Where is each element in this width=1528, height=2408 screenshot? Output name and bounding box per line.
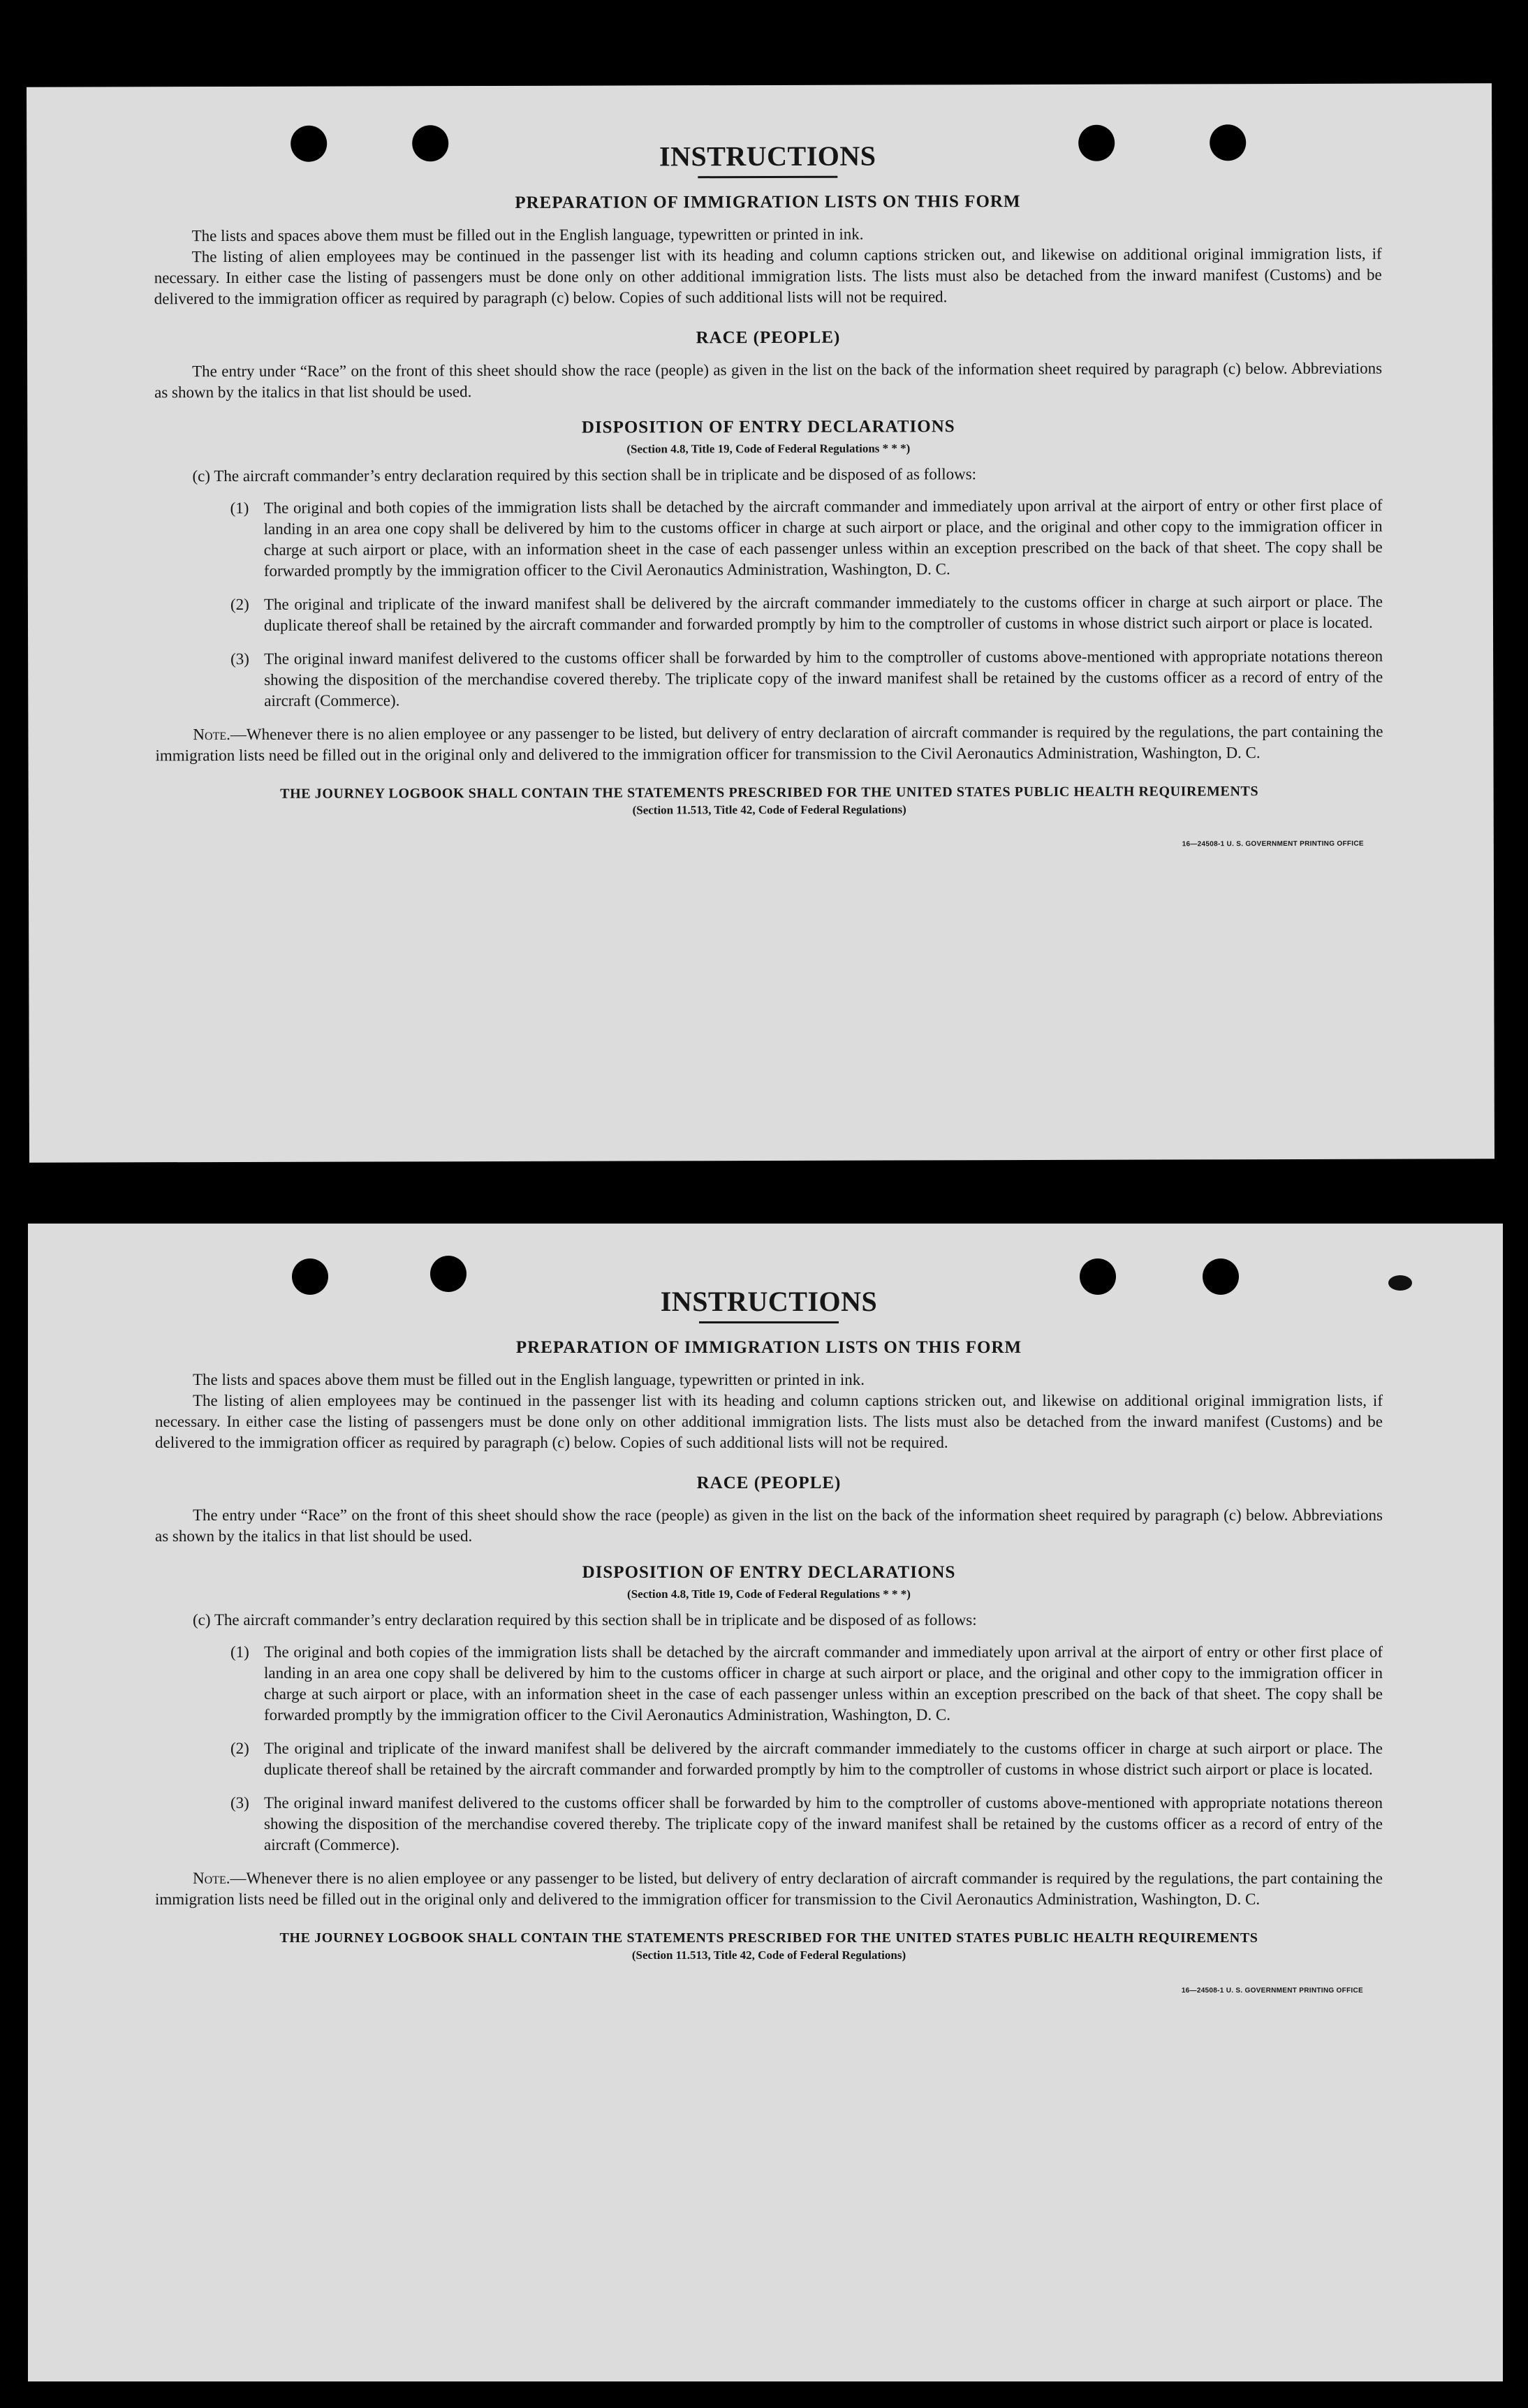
list-item bbox=[230, 1642, 1383, 1726]
printer-imprint: 16—24508-1 U. S. GOVERNMENT PRINTING OFFICE bbox=[1182, 839, 1364, 849]
form-sheet-top bbox=[27, 83, 1494, 1162]
item-text: The original inward manifest delivered to the customs officer shall be forwarded by him to the comptroller of customs above-mentioned with appropriate notations thereon showing the disposition of the merchandise covered thereby. The triplicate copy of the inward manifest shall be retained by the customs officer as a record of entry of the aircraft (Commerce). bbox=[264, 647, 1383, 710]
instructions-title: INSTRUCTIONS bbox=[659, 140, 876, 172]
note-label: Note. bbox=[193, 1870, 230, 1887]
list-item bbox=[230, 646, 1383, 712]
item-text: The original and triplicate of the inward manifest shall be delivered by the aircraft commander immediately to the customs officer in charge at such airport or place. The duplicate thereof shall be retained by the aircraft commander and forwarded promptly by him to the comptroller of customs in whose district such airport or place is located. bbox=[263, 592, 1383, 634]
paragraph-c-text: The aircraft commander’s entry declaration required by this section shall be in triplicate and be disposed of as follows: bbox=[214, 465, 977, 485]
item-number: (2) bbox=[230, 595, 249, 613]
printer-imprint: 16—24508-1 U. S. GOVERNMENT PRINTING OFFICE bbox=[1181, 1987, 1363, 1995]
note-paragraph bbox=[155, 1868, 1383, 1910]
race-paragraph: The entry under “Race” on the front of this sheet should show the race (people) as given in the list on the back of the information sheet required by paragraph (c) below. Abbreviations as shown by the italics in that list should be used. bbox=[155, 1506, 1383, 1545]
note-text: —Whenever there is no alien employee or any passenger to be listed, but delivery of entry declaration of aircraft commander is required by the regulations, the part containing the immigration lists need be filled out in the original only and delivered to the immigration officer for transmission to the Civil Aeronautics Administration, Washington, D. C. bbox=[155, 1870, 1383, 1908]
instructions-block bbox=[155, 1285, 1383, 1995]
prep-paragraph-2: The listing of alien employees may be continued in the passenger list with its heading and column captions stricken out, and likewise on additional original immigration lists, if necessary. In either case the listing of passengers must be done only on other additional immigration lists. The lists must also be detached from the inward manifest (Customs) and be delivered to the immigration officer as required by paragraph (c) below. Copies of such additional lists will not be required. bbox=[154, 244, 1382, 308]
item-number: (1) bbox=[230, 499, 249, 517]
disposition-citation: (Section 4.8, Title 19, Code of Federal Regulations * * *) bbox=[627, 1587, 911, 1601]
race-heading: RACE (PEOPLE) bbox=[696, 328, 841, 348]
item-text: The original and both copies of the immigration lists shall be detached by the aircraft commander and immediately upon arrival at the airport of entry or other first place of landing in an area one copy shall be delivered by him to the customs officer in charge at such airport or place, and the original and other copy to the immigration officer in charge at such airport or place, with an information sheet in the case of each passenger unless within an exception prescribed on the back of that sheet. The copy shall be forwarded promptly by the immigration officer to the Civil Aeronautics Administration, Washington, D. C. bbox=[264, 1643, 1383, 1724]
race-heading: RACE (PEOPLE) bbox=[696, 1474, 842, 1492]
paragraph-c bbox=[154, 463, 1382, 487]
paragraph-c-label: (c) bbox=[193, 1611, 211, 1629]
form-sheet-bottom bbox=[28, 1224, 1503, 2381]
logbook-statement: THE JOURNEY LOGBOOK SHALL CONTAIN THE STATEMENTS PRESCRIBED FOR THE UNITED STATES PUBLIC HEALTH REQUIREMENTS bbox=[280, 784, 1259, 802]
note-text: —Whenever there is no alien employee or any passenger to be listed, but delivery of entry declaration of aircraft commander is required by the regulations, the part containing the immigration lists need be filled out in the original only and delivered to the immigration officer for transmission to the Civil Aeronautics Administration, Washington, D. C. bbox=[155, 722, 1383, 765]
item-number: (1) bbox=[230, 1643, 249, 1661]
prep-paragraph-2: The listing of alien employees may be continued in the passenger list with its heading and column captions stricken out, and likewise on additional original immigration lists, if necessary. In either case the listing of passengers must be done only on other additional immigration lists. The lists must also be detached from the inward manifest (Customs) and be delivered to the immigration officer as required by paragraph (c) below. Copies of such additional lists will not be required. bbox=[155, 1392, 1383, 1451]
note-label: Note. bbox=[193, 725, 230, 744]
prep-heading: PREPARATION OF IMMIGRATION LISTS ON THIS FORM bbox=[515, 192, 1021, 212]
logbook-citation: (Section 11.513, Title 42, Code of Federal Regulations) bbox=[632, 802, 906, 817]
instructions-title: INSTRUCTIONS bbox=[660, 1286, 878, 1317]
instructions-block bbox=[154, 138, 1383, 851]
item-number: (3) bbox=[230, 649, 249, 668]
item-number: (3) bbox=[230, 1794, 249, 1812]
list-item bbox=[230, 495, 1383, 582]
note-paragraph bbox=[155, 721, 1383, 767]
list-item bbox=[230, 1738, 1383, 1780]
prep-paragraph-1: The lists and spaces above them must be filled out in the English language, typewritten or printed in ink. bbox=[193, 1371, 865, 1388]
list-item bbox=[230, 1793, 1383, 1856]
race-paragraph: The entry under “Race” on the front of this sheet should show the race (people) as given in the list on the back of the information sheet required by paragraph (c) below. Abbreviations as shown by the italics in that list should be used. bbox=[154, 359, 1383, 402]
disposition-heading: DISPOSITION OF ENTRY DECLARATIONS bbox=[582, 1563, 956, 1582]
item-text: The original and both copies of the immigration lists shall be detached by the aircraft commander and immediately upon arrival at the airport of entry or other first place of landing in an area one copy shall be delivered by him to the customs officer in charge at such airport or place, and the original and other copy to the immigration officer in charge at such airport or place, with an information sheet in the case of each passenger unless within an exception prescribed on the back of that sheet. The copy shall be forwarded promptly by the immigration officer to the Civil Aeronautics Administration, Washington, D. C. bbox=[263, 496, 1383, 580]
disposition-heading: DISPOSITION OF ENTRY DECLARATIONS bbox=[581, 417, 955, 437]
item-number: (2) bbox=[230, 1740, 249, 1757]
disposition-citation: (Section 4.8, Title 19, Code of Federal Regulations * * *) bbox=[626, 441, 911, 456]
list-item bbox=[230, 592, 1383, 636]
logbook-citation: (Section 11.513, Title 42, Code of Federal Regulations) bbox=[631, 1948, 906, 1962]
paragraph-c bbox=[155, 1610, 1383, 1631]
title-underline bbox=[698, 176, 837, 179]
ink-blot bbox=[1388, 1275, 1412, 1291]
item-text: The original inward manifest delivered to the customs officer shall be forwarded by him to the comptroller of customs above-mentioned with appropriate notations thereon showing the disposition of the merchandise covered thereby. The triplicate copy of the inward manifest shall be retained by the customs officer as a record of entry of the aircraft (Commerce). bbox=[264, 1794, 1383, 1853]
prep-paragraph-1: The lists and spaces above them must be filled out in the English language, typewritten or printed in ink. bbox=[191, 225, 864, 245]
prep-heading: PREPARATION OF IMMIGRATION LISTS ON THIS FORM bbox=[515, 1338, 1022, 1357]
paragraph-c-text: The aircraft commander’s entry declaration required by this section shall be in triplicate and be disposed of as follows: bbox=[214, 1611, 977, 1629]
logbook-statement: THE JOURNEY LOGBOOK SHALL CONTAIN THE STATEMENTS PRESCRIBED FOR THE UNITED STATES PUBLIC HEALTH REQUIREMENTS bbox=[279, 1930, 1258, 1946]
title-underline bbox=[699, 1321, 839, 1323]
item-text: The original and triplicate of the inward manifest shall be delivered by the aircraft commander immediately to the customs officer in charge at such airport or place. The duplicate thereof shall be retained by the aircraft commander and forwarded promptly by him to the comptroller of customs in whose district such airport or place is located. bbox=[264, 1740, 1383, 1778]
paragraph-c-label: (c) bbox=[192, 467, 211, 485]
